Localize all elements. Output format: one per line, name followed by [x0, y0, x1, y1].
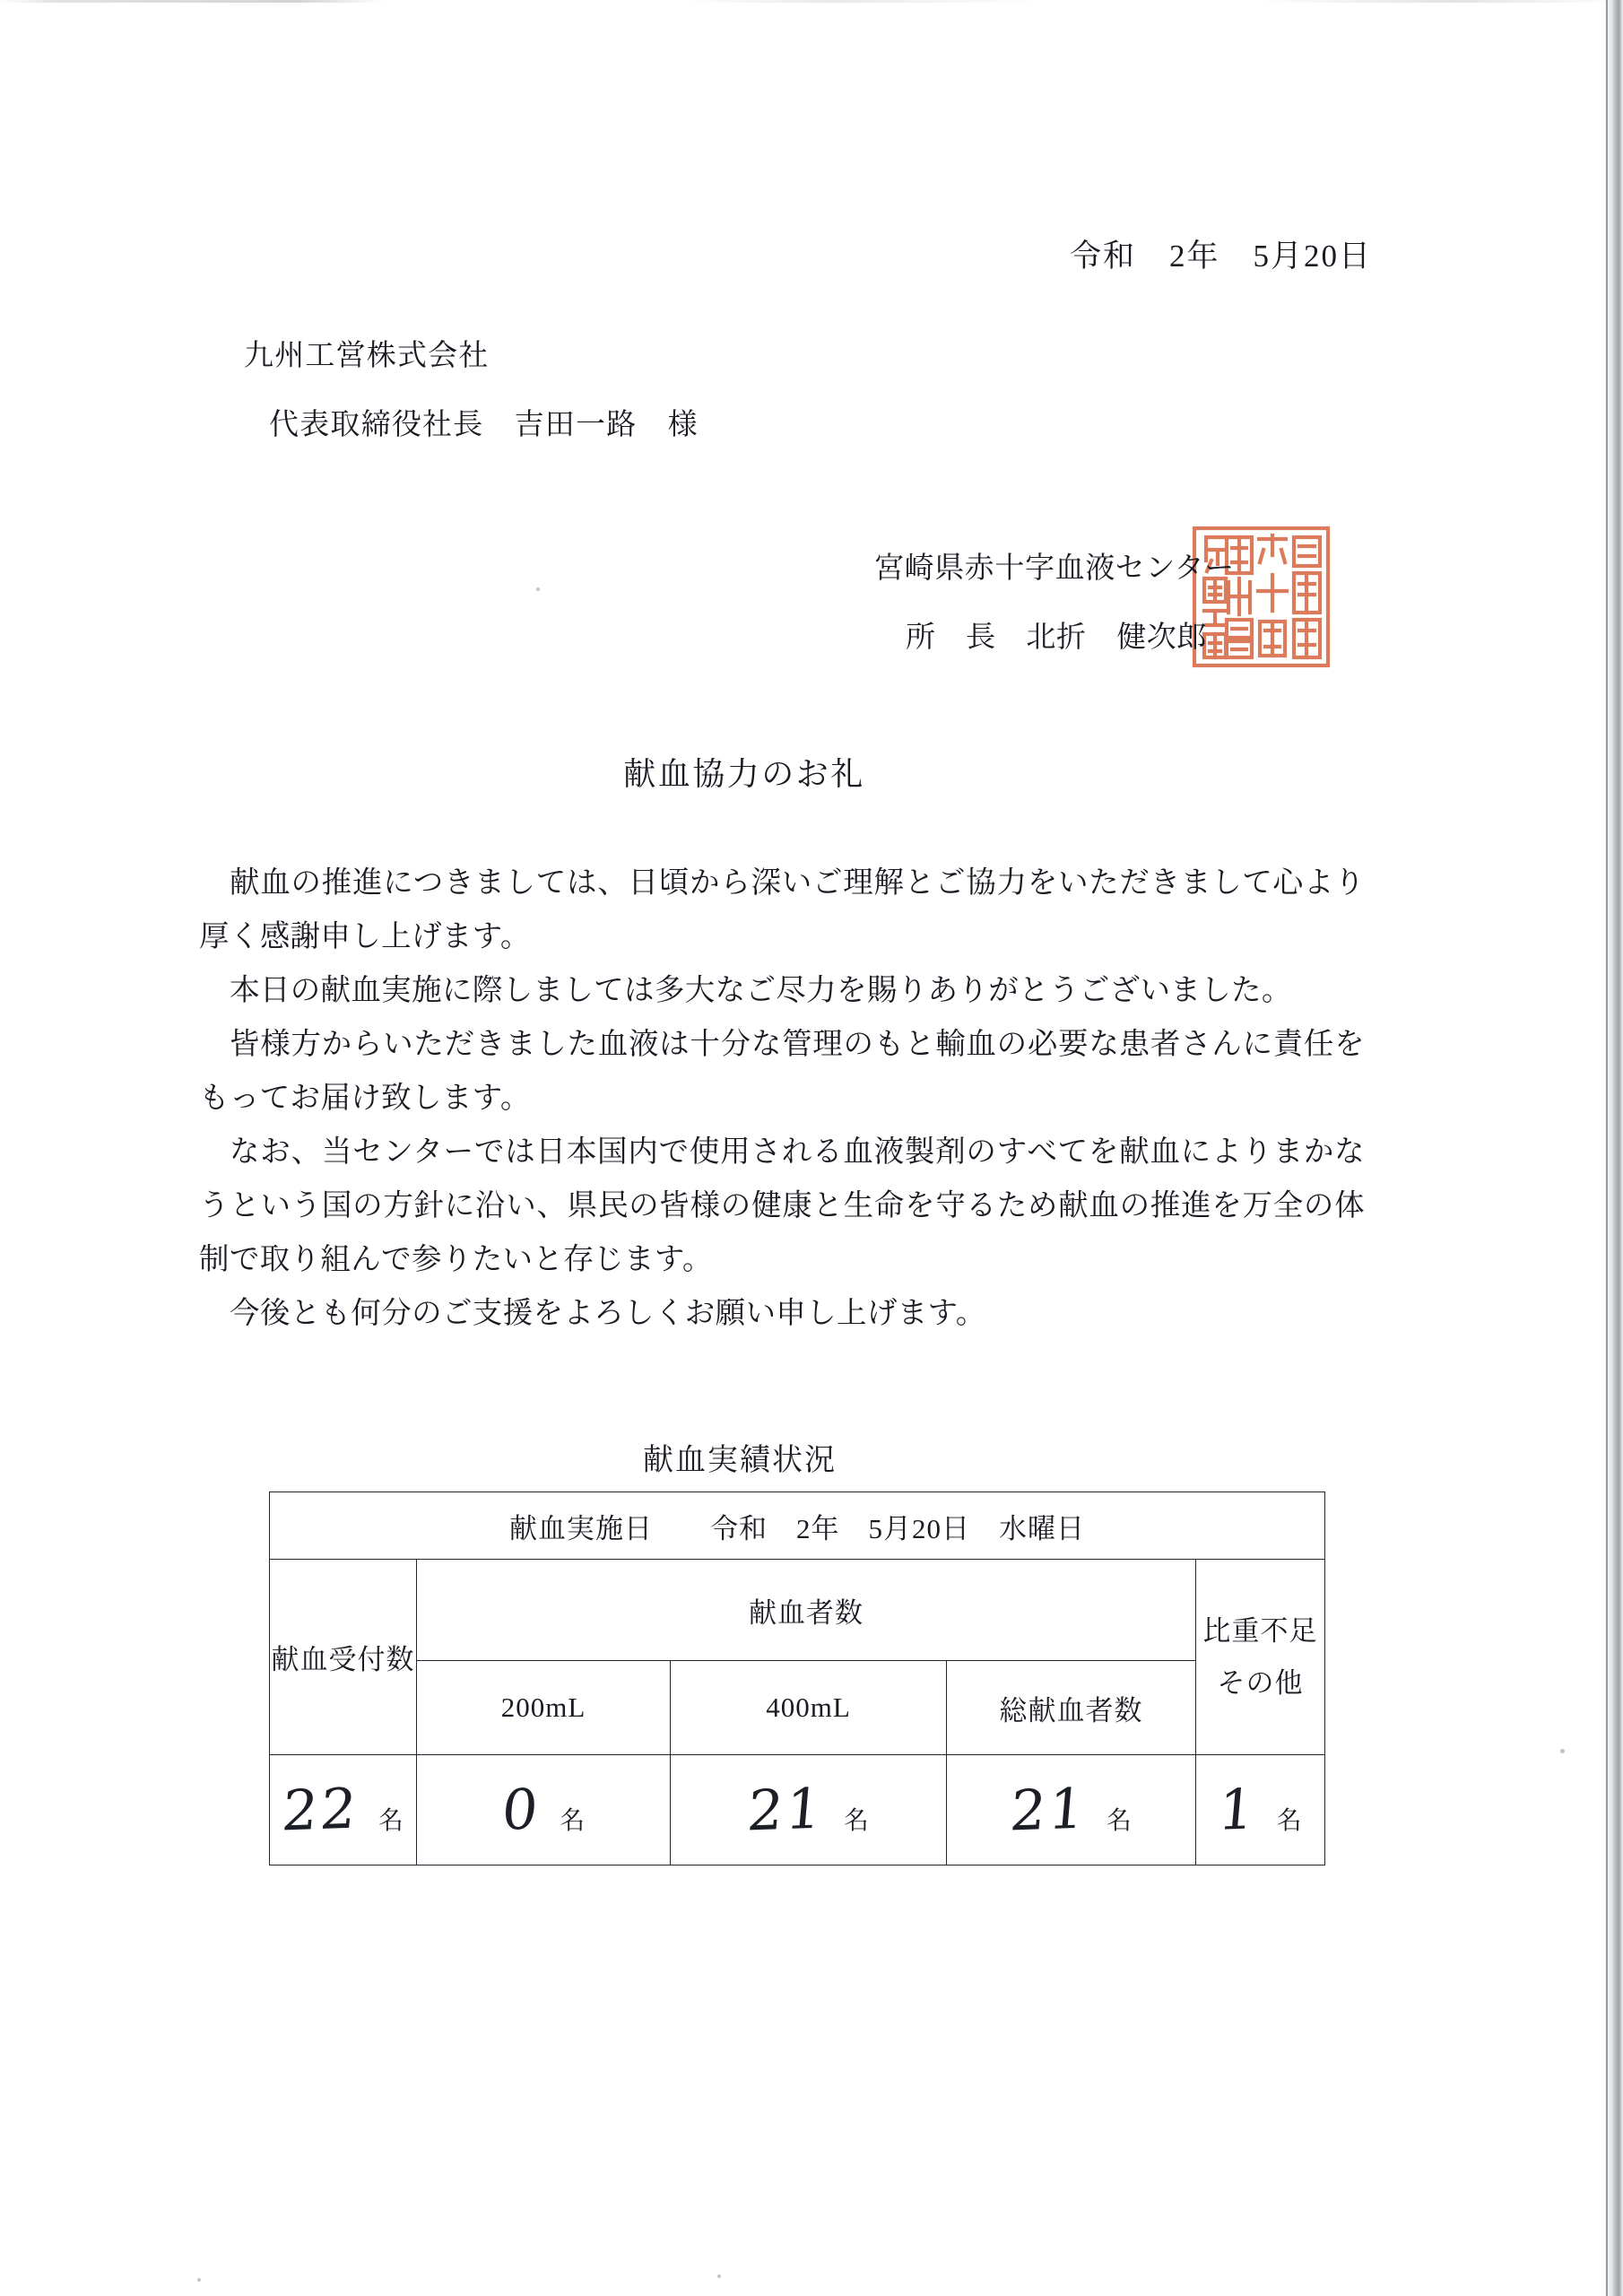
- header-total-donors: 総献血者数: [947, 1661, 1196, 1755]
- value-400ml: [671, 1755, 947, 1866]
- blood-donation-results-table: [269, 1492, 1325, 1866]
- handwritten-other-value: 1: [1216, 1776, 1261, 1843]
- scan-edge-top: [0, 0, 1623, 3]
- header-other-line1: 比重不足: [1202, 1614, 1318, 1647]
- header-400ml: 400mL: [671, 1661, 947, 1755]
- unit-label: 名: [843, 1807, 869, 1835]
- sender-organization: 宮崎県赤十字血液センター: [874, 552, 1235, 585]
- handwritten-200ml-value: 0: [499, 1776, 543, 1843]
- table-row-date: [270, 1492, 1325, 1560]
- unit-label: 名: [1276, 1807, 1302, 1835]
- header-other-line2: その他: [1217, 1666, 1304, 1699]
- unit-label: 名: [560, 1807, 586, 1835]
- body-paragraph: 本日の献血実施に際しましては多大なご尽力を賜りありがとうございました。: [230, 974, 1292, 1007]
- unit-label: 名: [1106, 1807, 1132, 1835]
- sender-person: 所 長 北折 健次郎: [906, 622, 1207, 654]
- body-paragraph: 今後とも何分のご支援をよろしくお願い申し上げます。: [230, 1297, 986, 1330]
- scan-speck: [1560, 1749, 1565, 1753]
- addressee-person: 代表取締役社長 吉田一路 様: [269, 409, 699, 441]
- table-row-values: [270, 1755, 1325, 1866]
- handwritten-400ml-value: 21: [744, 1775, 828, 1844]
- body-paragraph: 献血の推進につきましては、日頃から深いご理解とご協力をいただきまして心より厚く感謝申し上げます。: [199, 866, 1365, 953]
- value-reception-count: [270, 1755, 417, 1866]
- table-title: 献血実績状況: [643, 1444, 837, 1477]
- addressee-company: 九州工営株式会社: [244, 340, 490, 372]
- scan-speck: [197, 2278, 201, 2282]
- handwritten-total-donors-value: 21: [1007, 1775, 1090, 1844]
- unit-label: 名: [378, 1807, 404, 1835]
- value-200ml: [417, 1755, 671, 1866]
- header-200ml: 200mL: [417, 1661, 671, 1755]
- scan-speck: [717, 2274, 721, 2278]
- header-donor-count-group: 献血者数: [417, 1560, 1196, 1661]
- table-row-sub-header: [270, 1661, 1325, 1755]
- table-row-group-header: [270, 1560, 1325, 1661]
- header-reception-count: 献血受付数: [270, 1560, 417, 1755]
- letter-body: [199, 857, 1365, 1341]
- scan-speck: [536, 587, 540, 591]
- donation-date-cell: 献血実施日 令和 2年 5月20日 水曜日: [270, 1492, 1325, 1560]
- handwritten-reception-value: 22: [279, 1775, 362, 1844]
- value-other: [1196, 1755, 1325, 1866]
- scan-edge-right-line: [1606, 0, 1608, 2296]
- header-other-insufficient: [1196, 1560, 1325, 1755]
- document-date: 令和 2年 5月20日: [1069, 239, 1372, 274]
- value-total-donors: [947, 1755, 1196, 1866]
- letter-title: 献血協力のお礼: [623, 756, 865, 792]
- body-paragraph: 皆様方からいただきました血液は十分な管理のもと輸血の必要な患者さんに責任をもってお届け致します。: [199, 1028, 1365, 1115]
- body-paragraph: なお、当センターでは日本国内で使用される血液製剤のすべてを献血によりまかなうという国の方針に沿い、県民の皆様の健康と生命を守るため献血の推進を万全の体制で取り組んで参りたいと存じます。: [199, 1135, 1365, 1276]
